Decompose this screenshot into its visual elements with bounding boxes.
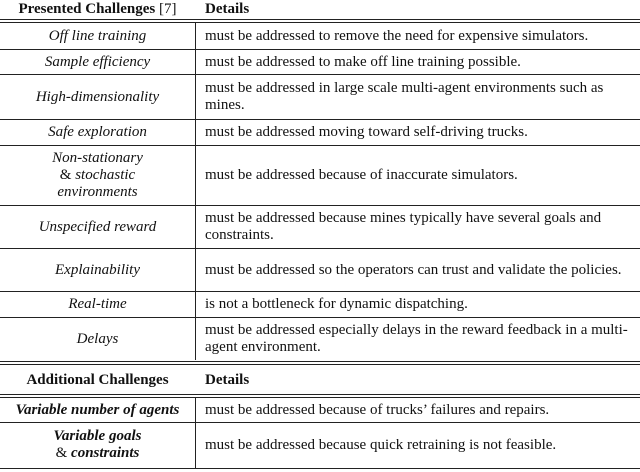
table-row xyxy=(0,318,640,360)
table-row xyxy=(0,423,640,467)
table-row xyxy=(0,398,640,422)
challenge-cell: Explainability xyxy=(55,261,140,278)
header-details-2: Details xyxy=(205,372,250,388)
challenge-cell: Real-time xyxy=(68,296,127,312)
header-presented-challenges: Presented Challenges [7] xyxy=(18,1,177,17)
table-row xyxy=(0,23,640,49)
details-cell: must be addressed especially delays in the reward feedback in a multi-agent environment. xyxy=(205,322,628,355)
details-cell: must be addressed because of inaccurate simulators. xyxy=(205,167,518,183)
rule xyxy=(0,364,640,365)
challenge-cell: Non-stationary & stochastic environments xyxy=(52,150,143,200)
challenge-cell: Safe exploration xyxy=(48,124,147,140)
table-row xyxy=(0,206,640,248)
rule xyxy=(0,394,640,395)
challenge-cell: Sample efficiency xyxy=(44,53,151,70)
table-row xyxy=(0,120,640,145)
rule xyxy=(0,361,640,362)
details-cell: is not a bottleneck for dynamic dispatching. xyxy=(205,296,468,312)
table-row xyxy=(0,292,640,317)
details-cell: must be addressed to remove the need for expensive simulators. xyxy=(205,27,589,44)
header-additional-challenges: Additional Challenges xyxy=(26,372,169,388)
details-cell: must be addressed because of trucks’ failures and repairs. xyxy=(205,401,550,418)
details-cell: must be addressed to make off line training possible. xyxy=(205,53,521,70)
details-cell: must be addressed because quick retraining is not feasible. xyxy=(205,436,557,453)
challenge-cell: High-dimensionality xyxy=(35,88,160,105)
rule xyxy=(0,468,640,469)
challenge-cell: Delays xyxy=(76,330,119,347)
details-cell: must be addressed so the operators can trust and validate the policies. xyxy=(205,261,622,278)
details-cell: must be addressed in large scale multi-agent environments such as mines. xyxy=(205,80,604,113)
table-row xyxy=(0,75,640,119)
challenge-cell: Unspecified reward xyxy=(38,218,157,235)
details-cell: must be addressed because mines typically have several goals and constraints. xyxy=(205,210,602,243)
challenge-cell: Off line training xyxy=(48,27,147,44)
table-row xyxy=(0,146,640,205)
table-row xyxy=(0,50,640,74)
header-details: Details xyxy=(205,1,250,17)
challenge-cell: Variable number of agents xyxy=(15,401,180,418)
challenge-cell: Variable goals & constraints xyxy=(53,428,142,461)
rule xyxy=(0,19,640,20)
table-row xyxy=(0,249,640,291)
details-cell: must be addressed moving toward self-driving trucks. xyxy=(205,124,528,140)
